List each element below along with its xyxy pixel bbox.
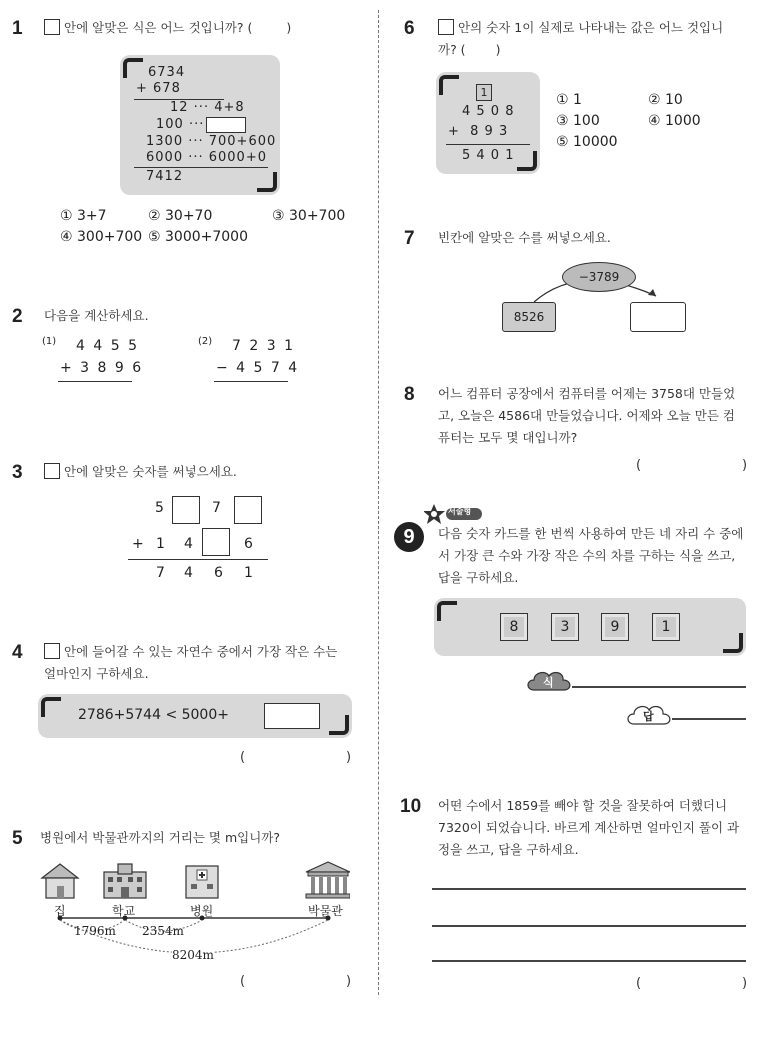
q2-question: 다음을 계산하세요. xyxy=(44,308,149,323)
q5-distance-3: 8204m xyxy=(172,948,214,962)
q2-p2-top: 7 2 3 1 xyxy=(232,338,295,354)
q7-question: 빈칸에 알맞은 수를 써넣으세요. xyxy=(438,230,611,245)
q1-option-1[interactable]: ① 3+7 xyxy=(60,208,107,224)
q8-number: 8 xyxy=(404,384,415,405)
q6-option-2[interactable]: ② 10 xyxy=(648,92,683,108)
museum-icon xyxy=(306,862,350,898)
q6-number: 6 xyxy=(404,18,415,39)
q9-card: 8 xyxy=(500,613,528,641)
q9-card: 3 xyxy=(551,613,579,641)
q9-answer-line[interactable] xyxy=(672,718,746,720)
q9-card: 9 xyxy=(601,613,629,641)
q6-option-5[interactable]: ⑤ 10000 xyxy=(556,134,618,150)
q4-expression: 2786+5744 < 5000+ xyxy=(78,707,229,723)
q6-option-3[interactable]: ③ 100 xyxy=(556,113,600,129)
q5-distance-2: 2354m xyxy=(142,924,184,938)
q2-number: 2 xyxy=(12,306,23,327)
q1-option-4[interactable]: ④ 300+700 xyxy=(60,229,143,245)
q9-card: 1 xyxy=(652,613,680,641)
q8-answer-space[interactable] xyxy=(648,456,740,476)
q10-work-line[interactable] xyxy=(432,888,746,890)
q10-number: 10 xyxy=(400,796,422,817)
q10-line2: 7320이 되었습니다. 바르게 계산하면 얼마인지 풀이 과 xyxy=(438,820,740,835)
q1-question: 안에 알맞은 식은 어느 것입니까? ( ) xyxy=(44,16,291,40)
q8-line3: 퓨터는 모두 몇 대입니까? xyxy=(438,430,578,445)
house-icon xyxy=(42,864,78,898)
q10-work-line[interactable] xyxy=(432,925,746,927)
q7-number: 7 xyxy=(404,228,415,249)
q2-p1-bottom: + 3 8 9 6 xyxy=(60,360,144,376)
q5-place-school: 학교 xyxy=(112,904,136,918)
q1-blank-box[interactable] xyxy=(206,117,246,133)
q5-distance-1: 1796m xyxy=(74,924,116,938)
q1-option-3[interactable]: ③ 30+700 xyxy=(272,208,346,224)
q1-calc-panel: 6734 + 678 12 ··· 4+8 100 ··· 1300 ··· 700+600 6000 ··· 6000+0 7412 xyxy=(120,55,280,195)
q5-answer-space[interactable] xyxy=(252,972,344,992)
q3-number: 3 xyxy=(12,462,23,483)
q3-blank-1[interactable] xyxy=(172,496,200,524)
q4-number: 4 xyxy=(12,642,23,663)
q6-question-line2: 까? ( ) xyxy=(438,42,501,57)
school-icon xyxy=(104,864,146,898)
q9-formula-line[interactable] xyxy=(572,686,746,688)
hospital-icon xyxy=(186,866,218,898)
q7-operator-bubble: −3789 xyxy=(562,262,636,292)
q10-line3: 정을 쓰고, 답을 구하세요. xyxy=(438,842,579,857)
q5-place-hospital: 병원 xyxy=(190,904,214,918)
q7-start-box: 8526 xyxy=(502,302,556,332)
q9-number-badge: 9 xyxy=(394,522,424,552)
q6-option-4[interactable]: ④ 1000 xyxy=(648,113,701,129)
q9-line2: 서 가장 큰 수와 가장 작은 수의 차를 구하는 식을 쓰고, xyxy=(438,548,736,563)
q9-line3: 답을 구하세요. xyxy=(438,570,519,585)
q3-blank-3[interactable] xyxy=(202,528,230,556)
q10-line1: 어떤 수에서 1859를 빼야 할 것을 잘못하여 더했더니 xyxy=(438,798,728,813)
column-divider xyxy=(378,10,379,995)
q4-blank-box[interactable] xyxy=(264,703,320,729)
q2-p2-bottom: − 4 5 7 4 xyxy=(216,360,300,376)
blank-box-icon xyxy=(44,19,60,35)
q4-answer-space[interactable] xyxy=(252,748,344,768)
q5-place-museum: 박물관 xyxy=(308,904,343,918)
q5-place-home: 집 xyxy=(54,904,66,918)
q5-number: 5 xyxy=(12,828,23,849)
q9-line1: 다음 숫자 카드를 한 번씩 사용하여 만든 네 자리 수 중에 xyxy=(438,526,744,541)
q10-work-line[interactable] xyxy=(432,960,746,962)
q6-calc-panel: 1 4 5 0 8 + 8 9 3 5 4 0 1 xyxy=(436,72,540,174)
q9-badge-label: 서술형 xyxy=(448,507,472,516)
q6-option-1[interactable]: ① 1 xyxy=(556,92,582,108)
q8-line1: 어느 컴퓨터 공장에서 컴퓨터를 어제는 3758대 만들었 xyxy=(438,386,736,401)
q4-question-line2: 얼마인지 구하세요. xyxy=(44,666,149,681)
blank-box-icon xyxy=(44,643,60,659)
q4-question-line1: 안에 들어갈 수 있는 자연수 중에서 가장 작은 수는 xyxy=(44,640,337,664)
q1-option-2[interactable]: ② 30+70 xyxy=(148,208,213,224)
q8-line2: 고, 오늘은 4586대 만들었습니다. 어제와 오늘 만든 컴 xyxy=(438,408,735,423)
q7-answer-box[interactable] xyxy=(630,302,686,332)
q1-option-5[interactable]: ⑤ 3000+7000 xyxy=(148,229,248,245)
q2-p1-top: 4 4 5 5 xyxy=(76,338,139,354)
q6-carry-box: 1 xyxy=(476,84,492,101)
q1-number: 1 xyxy=(12,18,23,39)
q6-question-line1: 안의 숫자 1이 실제로 나타내는 값은 어느 것입니 xyxy=(438,16,723,40)
q9-cards-panel xyxy=(434,598,746,656)
q3-question: 안에 알맞은 숫자를 써넣으세요. xyxy=(44,460,237,484)
q5-question: 병원에서 박물관까지의 거리는 몇 m입니까? xyxy=(40,830,280,845)
q3-blank-2[interactable] xyxy=(234,496,262,524)
q4-expression-panel xyxy=(38,694,352,738)
q10-answer-space[interactable] xyxy=(648,974,740,994)
blank-box-icon xyxy=(44,463,60,479)
blank-box-icon xyxy=(438,19,454,35)
